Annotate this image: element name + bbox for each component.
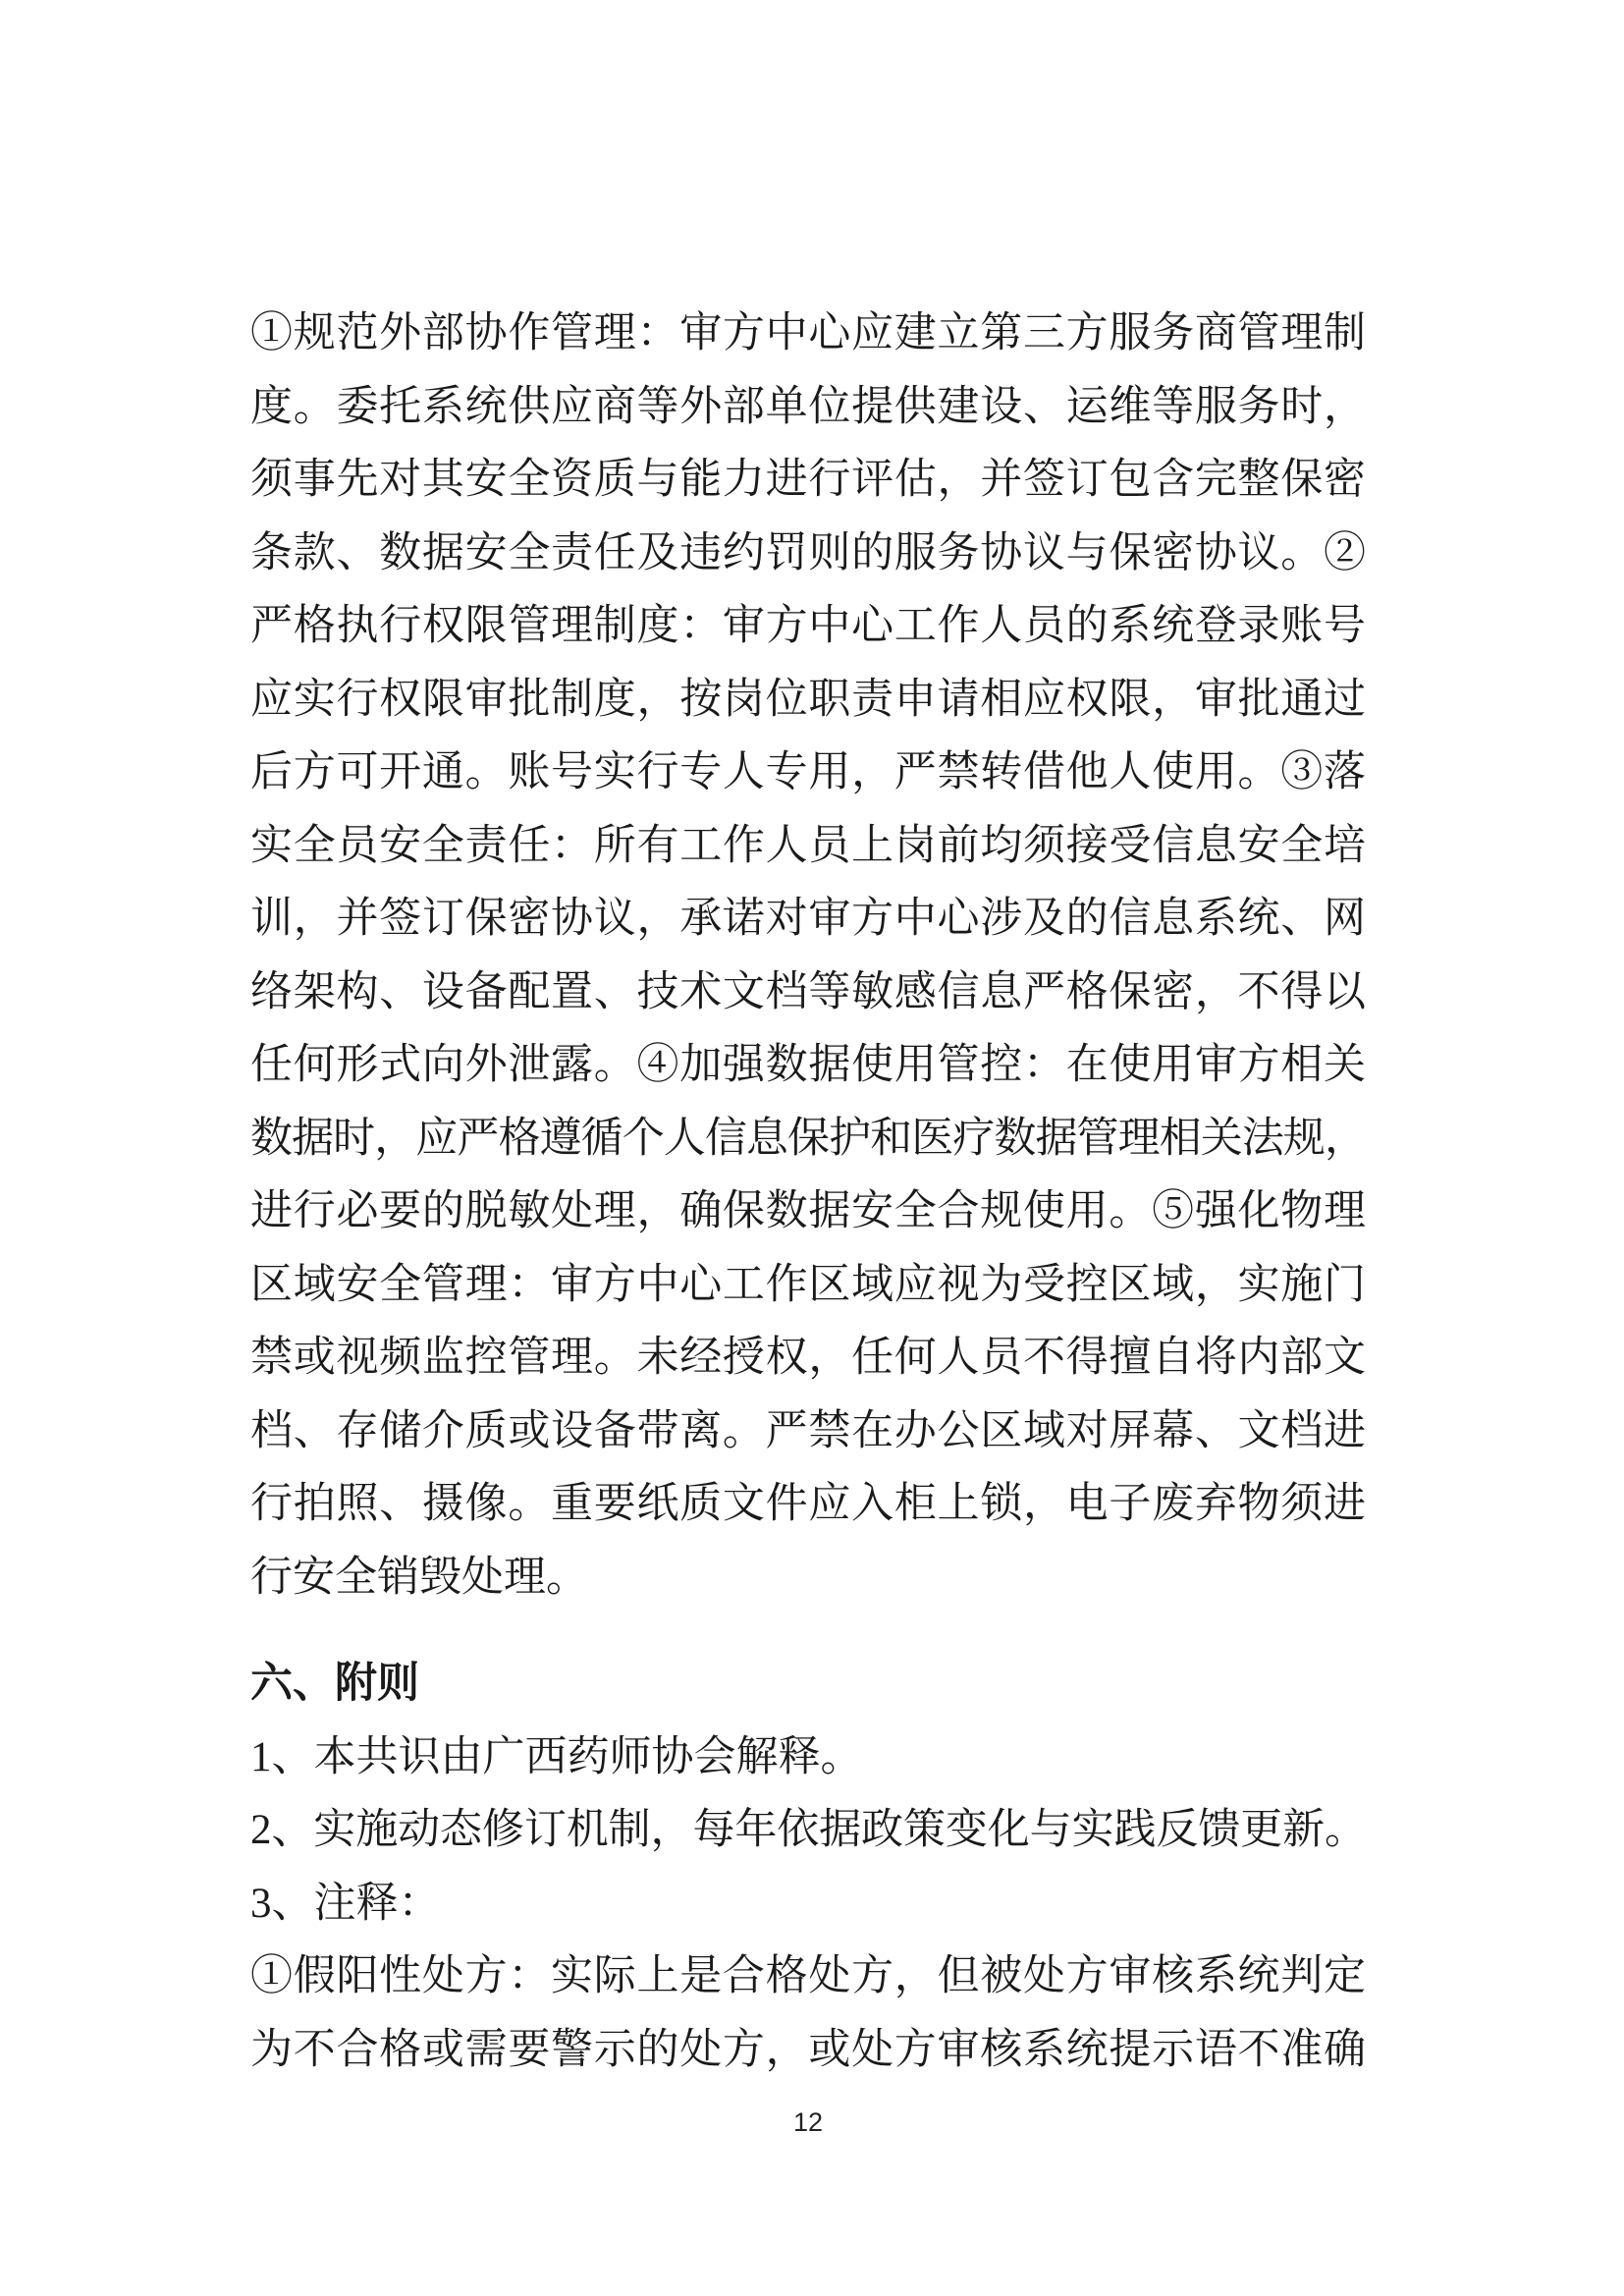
text-line: 进行必要的脱敏处理，确保数据安全合规使用。⑤强化物理 xyxy=(250,1188,1366,1234)
text-line: 任何形式向外泄露。④加强数据使用管控：在使用审方相关 xyxy=(250,1042,1366,1088)
text-line: 应实行权限审批制度，按岗位职责申请相应权限，审批通过 xyxy=(250,676,1366,723)
text-line: ①规范外部协作管理：审方中心应建立第三方服务商管理制 xyxy=(250,310,1366,356)
section-heading: 六、附则 xyxy=(250,1661,419,1707)
list-item: 1、本共识由广西药师协会解释。 xyxy=(250,1733,863,1780)
body-paragraph xyxy=(250,298,1366,1614)
text-line: 严格执行权限管理制度：审方中心工作人员的系统登录账号 xyxy=(250,603,1366,649)
text-line: 行拍照、摄像。重要纸质文件应入柜上锁，电子废弃物须进 xyxy=(250,1481,1366,1527)
text-line: 后方可开通。账号实行专人专用，严禁转借他人使用。③落 xyxy=(250,749,1366,795)
text-line: 条款、数据安全责任及违约罚则的服务协议与保密协议。② xyxy=(250,529,1366,576)
text-line: 行安全销毁处理。 xyxy=(250,1554,588,1601)
text-line: 数据时，应严格遵循个人信息保护和医疗数据管理相关法规， xyxy=(250,1115,1366,1162)
list-item: 2、实施动态修订机制，每年依据政策变化与实践反馈更新。 xyxy=(250,1807,1366,1853)
text-line: 训，并签订保密协议，承诺对审方中心涉及的信息系统、网 xyxy=(250,896,1366,942)
appendix-list xyxy=(250,1722,1366,2088)
text-line: 禁或视频监控管理。未经授权，任何人员不得擅自将内部文 xyxy=(250,1335,1366,1381)
text-line: 络架构、设备配置、技术文档等敏感信息严格保密，不得以 xyxy=(250,968,1366,1015)
text-line: 实全员安全责任：所有工作人员上岗前均须接受信息安全培 xyxy=(250,822,1366,869)
text-line: 档、存储介质或设备带离。严禁在办公区域对屏幕、文档进 xyxy=(250,1407,1366,1454)
document-content xyxy=(250,298,1366,2137)
text-line: 须事先对其安全资质与能力进行评估，并签订包含完整保密 xyxy=(250,457,1366,503)
text-line: 区域安全管理：审方中心工作区域应视为受控区域，实施门 xyxy=(250,1261,1366,1308)
list-item: 3、注释： xyxy=(250,1880,441,1927)
page-number: 12 xyxy=(792,2107,824,2137)
list-item: ①假阳性处方：实际上是合格处方，但被处方审核系统判定 xyxy=(250,1953,1366,1999)
list-item: 为不合格或需要警示的处方，或处方审核系统提示语不准确 xyxy=(250,2026,1366,2073)
text-line: 度。委托系统供应商等外部单位提供建设、运维等服务时， xyxy=(250,383,1366,430)
